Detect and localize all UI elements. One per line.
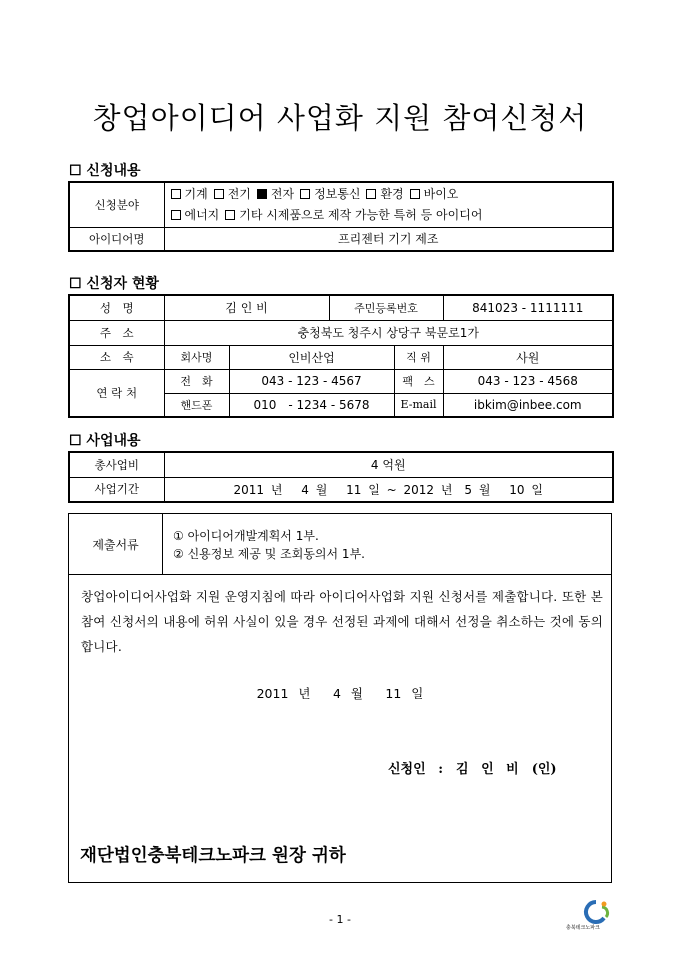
position-label: 직 위 [394,345,443,369]
address-label: 주 소 [69,320,164,345]
company-value: 인비산업 [229,345,394,369]
pledge-date: 2011 년 4 월 11 일 [256,686,424,701]
chungbuk-technopark-logo [566,898,616,932]
rrn-label: 주민등록번호 [329,295,443,320]
mobile-label: 핸드폰 [164,393,229,417]
business-table [68,451,614,503]
category-option-r1-checkbox-5[interactable] [410,189,420,199]
category-options-row2 [165,205,609,226]
documents-label: 제출서류 [69,514,163,575]
category-option-r1-checkbox-4[interactable] [366,189,376,199]
category-options-row1 [165,184,609,205]
category-option-r2-checkbox-1[interactable] [225,210,235,220]
category-option-r1-label-2: 전자 [270,186,295,201]
category-option-r1-checkbox-3[interactable] [300,189,310,199]
documents-list [173,527,365,563]
section-heading-application: ☐ 신청내용 [69,163,141,179]
contact-label: 연 락 처 [69,369,164,417]
company-label: 회사명 [164,345,229,369]
category-option-r1-label-5: 바이오 [423,186,459,201]
idea-name-label: 아이디어명 [69,227,164,251]
page-number: - 1 - [329,913,351,926]
period-value: 2011 년 4 월 11 일 ~ 2012 년 5 월 10 일 [164,477,613,502]
fax-label: 팩 스 [394,369,443,393]
category-option-r1-label-0: 기계 [184,186,208,201]
period-label: 사업기간 [69,477,164,502]
pledge-text: 창업아이디어사업화 지원 운영지침에 따라 아이디어사업화 지원 신청서를 제출합니다. 또한 본 참여 신청서의 내용에 허위 사실이 있을 경우 선정된 과제에 대해서 선정을 취소하는 것에 동의합니다. [81,589,603,654]
document-item-2: ② 신용정보 제공 및 조회동의서 1부. [173,547,365,561]
document-title: 창업아이디어 사업화 지원 참여신청서 [92,101,588,135]
budget-value: 4 억원 [164,452,613,477]
name-label: 성 명 [69,295,164,320]
email-value: ibkim@inbee.com [443,393,613,417]
logo-text: 충북테크노파크 [566,925,600,931]
affiliation-label: 소 속 [69,345,164,369]
category-option-r1-label-1: 전기 [227,186,251,201]
email-label: E-mail [394,393,443,417]
idea-name-value: 프리젠터 기기 제조 [164,227,613,251]
applicant-table [68,294,614,418]
phone-label: 전 화 [164,369,229,393]
fax-value: 043 - 123 - 4568 [443,369,613,393]
category-option-r2-checkbox-0[interactable] [171,210,181,220]
category-option-r1-checkbox-1[interactable] [214,189,224,199]
category-option-r2-label-1: 기타 시제품으로 제작 가능한 특허 등 아이디어 [239,207,483,222]
category-option-r1-label-3: 정보통신 [314,186,361,201]
phone-value: 043 - 123 - 4567 [229,369,394,393]
position-value: 사원 [443,345,613,369]
rrn-value: 841023 - 1111111 [443,295,613,320]
signer-line: 신청인 : 김 인 비 (인) [388,762,557,777]
category-option-r1-label-4: 환경 [380,186,404,201]
category-option-r1-checkbox-0[interactable] [171,189,181,199]
section-heading-applicant: ☐ 신청자 현황 [69,276,159,292]
name-value: 김 인 비 [164,295,329,320]
address-value: 충청북도 청주시 상당구 북문로1가 [164,320,613,345]
section-heading-business: ☐ 사업내용 [69,433,141,449]
mobile-value: 010 - 1234 - 5678 [229,393,394,417]
application-table [68,181,614,252]
category-label: 신청분야 [69,182,164,227]
category-option-r1-checkbox-2[interactable] [257,189,267,199]
category-options [164,182,613,227]
documents-row [69,514,611,575]
recipient-line: 재단법인충북테크노파크 원장 귀하 [80,846,346,866]
document-item-1: ① 아이디어개발계획서 1부. [173,529,319,543]
category-option-r2-label-0: 에너지 [184,207,220,222]
budget-label: 총사업비 [69,452,164,477]
